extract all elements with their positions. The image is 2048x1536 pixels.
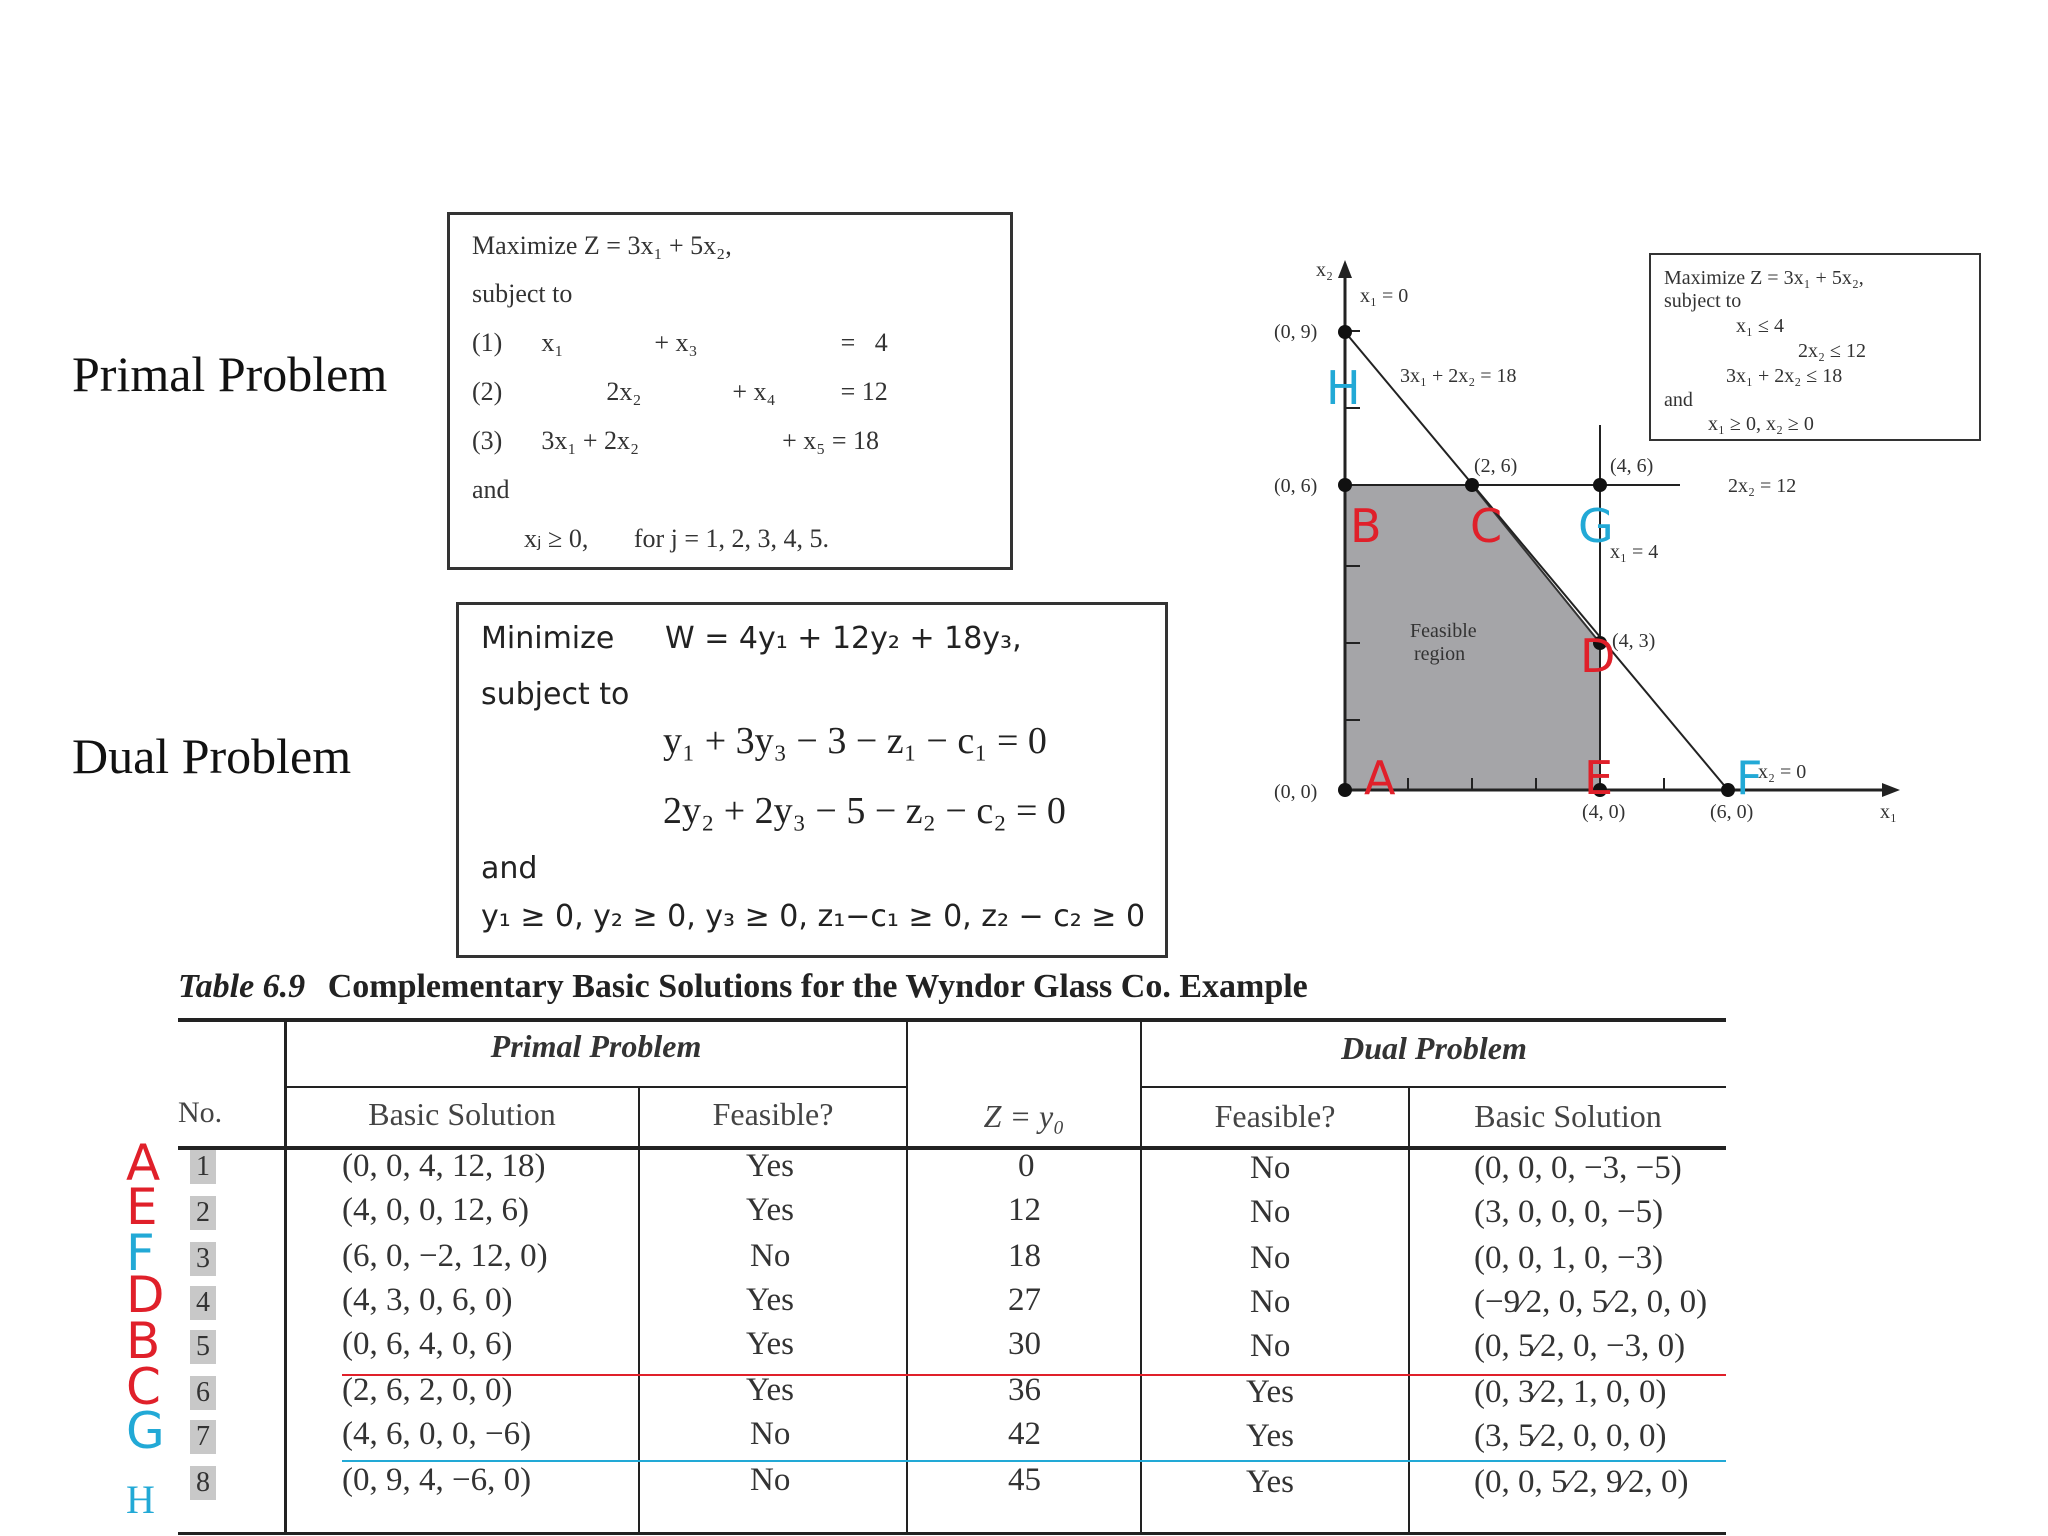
point-label: (0, 6) — [1274, 475, 1318, 497]
cell-primal-basic: (4, 3, 0, 6, 0) — [342, 1282, 513, 1318]
label-x2-zero: x₂ = 0 — [1758, 761, 1807, 783]
table-top-rule — [178, 1018, 1726, 1022]
cell-z: 0 — [1018, 1148, 1035, 1184]
label-c3: 3x₁ + 2x₂ = 18 — [1400, 365, 1517, 387]
cell-primal-feasible: Yes — [746, 1372, 795, 1408]
y-axis-arrow — [1338, 260, 1352, 278]
x-axis-arrow — [1882, 783, 1900, 797]
point-label: (4, 0) — [1582, 801, 1626, 823]
cell-z: 12 — [1008, 1192, 1041, 1228]
label-c1: x₁ = 4 — [1610, 541, 1659, 563]
primal-formulation-box — [447, 212, 1013, 570]
col-divider — [638, 1086, 640, 1534]
cell-dual-feasible: Yes — [1246, 1374, 1295, 1410]
cell-primal-basic: (6, 0, −2, 12, 0) — [342, 1238, 548, 1274]
primal-line: subject to — [472, 279, 573, 308]
row-letter: C — [126, 1358, 161, 1416]
dual-group-rule — [1142, 1086, 1726, 1088]
cell-primal-basic: (4, 0, 0, 12, 6) — [342, 1192, 529, 1228]
cell-primal-basic: (0, 9, 4, −6, 0) — [342, 1462, 532, 1498]
inset-line: x₁ ≥ 0, x₂ ≥ 0 — [1708, 413, 1814, 435]
table-caption: Complementary Basic Solutions for the Wyndor Glass Co. Example — [327, 968, 1308, 1005]
inset-line: x₁ ≤ 4 — [1736, 315, 1784, 337]
point-label: (6, 0) — [1710, 801, 1754, 823]
primal-line: (3) 3x₁ + 2x₂ + x₅ = 18 — [472, 426, 879, 455]
cell-dual-feasible: No — [1250, 1150, 1291, 1186]
corner-letter-g: G — [1578, 499, 1614, 553]
row-letter: H — [126, 1477, 155, 1522]
point-label: (2, 6) — [1474, 455, 1518, 477]
table-title — [178, 968, 1308, 1006]
dual-nonnegativity: y₁ ≥ 0, y₂ ≥ 0, y₃ ≥ 0, z₁−c₁ ≥ 0, z₂ − c₂ ≥ 0 — [481, 899, 1146, 934]
label-c2: 2x₂ = 12 — [1728, 475, 1797, 497]
row-letter: E — [126, 1178, 158, 1236]
primal-problem-label: Primal Problem — [72, 346, 388, 402]
cell-dual-feasible: No — [1250, 1328, 1291, 1364]
cell-dual-feasible: No — [1250, 1284, 1291, 1320]
feasible-region-graph — [1250, 240, 2010, 840]
row-letter: A — [126, 1134, 161, 1192]
cell-dual-basic: (0, 0, 5⁄2, 9⁄2, 0) — [1474, 1464, 1689, 1500]
cell-primal-feasible: No — [750, 1238, 791, 1274]
row-number: 4 — [190, 1286, 216, 1320]
row-number: 7 — [190, 1420, 216, 1454]
cell-primal-feasible: Yes — [746, 1192, 795, 1228]
inset-line: subject to — [1664, 290, 1742, 312]
dual-and: and — [481, 851, 538, 886]
cell-dual-basic: (0, 5⁄2, 0, −3, 0) — [1474, 1328, 1686, 1364]
point-label: (4, 3) — [1612, 630, 1656, 652]
point-label: (0, 9) — [1274, 321, 1318, 343]
table-bottom-rule — [178, 1532, 1726, 1535]
col-header-primal-basic: Basic Solution — [368, 1096, 556, 1132]
dual-problem-label: Dual Problem — [72, 728, 352, 784]
cell-dual-basic: (3, 5⁄2, 0, 0, 0) — [1474, 1418, 1667, 1454]
cell-primal-basic: (4, 6, 0, 0, −6) — [342, 1416, 532, 1452]
cell-dual-basic: (−9⁄2, 0, 5⁄2, 0, 0) — [1474, 1284, 1708, 1320]
dual-objective: W = 4y₁ + 12y₂ + 18y₃, — [665, 621, 1022, 656]
cell-dual-basic: (0, 3⁄2, 1, 0, 0) — [1474, 1374, 1667, 1410]
cell-primal-basic: (2, 6, 2, 0, 0) — [342, 1372, 513, 1408]
inset-line: and — [1664, 389, 1693, 411]
dual-constraint-2: 2y₂ + 2y₃ − 5 − z₂ − c₂ = 0 — [663, 790, 1066, 832]
cell-dual-feasible: No — [1250, 1240, 1291, 1276]
corner-letter-e: E — [1584, 751, 1614, 805]
cell-dual-basic: (0, 0, 1, 0, −3) — [1474, 1240, 1664, 1276]
dual-subject-to: subject to — [481, 677, 630, 712]
region-label: region — [1414, 643, 1466, 665]
cell-z: 30 — [1008, 1326, 1041, 1362]
cell-dual-feasible: Yes — [1246, 1464, 1295, 1500]
row-number: 8 — [190, 1466, 216, 1500]
row-number: 5 — [190, 1330, 216, 1364]
corner-letter-c: C — [1470, 499, 1503, 553]
row-letter: B — [126, 1312, 161, 1370]
cell-dual-basic: (0, 0, 0, −3, −5) — [1474, 1150, 1682, 1186]
corner-letter-h: H — [1326, 361, 1361, 415]
cell-primal-basic: (0, 0, 4, 12, 18) — [342, 1148, 546, 1184]
col-divider — [1408, 1086, 1410, 1534]
col-header-no: No. — [178, 1096, 223, 1129]
row-letter: G — [126, 1402, 165, 1460]
point-label: (0, 0) — [1274, 781, 1318, 803]
primal-group-rule — [286, 1086, 908, 1088]
primal-line: and — [472, 475, 510, 504]
col-header-z: Z = y₀ — [983, 1098, 1065, 1134]
primal-line: xⱼ ≥ 0, for j = 1, 2, 3, 4, 5. — [472, 524, 830, 553]
dual-minimize-label: Minimize — [481, 621, 615, 656]
primal-line: (2) 2x₂ + x₄ = 12 — [472, 377, 888, 406]
row-letter: D — [126, 1266, 165, 1324]
cell-primal-feasible: Yes — [746, 1148, 795, 1184]
cell-z: 18 — [1008, 1238, 1041, 1274]
corner-letter-d: D — [1580, 629, 1616, 683]
cell-primal-feasible: No — [750, 1462, 791, 1498]
inset-line: Maximize Z = 3x₁ + 5x₂, — [1664, 267, 1864, 289]
cell-primal-basic: (0, 6, 4, 0, 6) — [342, 1326, 513, 1362]
group-header-primal: Primal Problem — [490, 1028, 702, 1064]
cell-primal-feasible: Yes — [746, 1282, 795, 1318]
row-number: 6 — [190, 1376, 216, 1410]
cell-primal-feasible: Yes — [746, 1326, 795, 1362]
primal-line: (1) x₁ + x₃ = 4 — [472, 328, 888, 357]
y-axis-label: x₂ — [1316, 259, 1333, 281]
col-header-primal-feasible: Feasible? — [712, 1096, 834, 1132]
region-label: Feasible — [1410, 620, 1477, 642]
col-header-dual-basic: Basic Solution — [1474, 1098, 1662, 1134]
cell-z: 42 — [1008, 1416, 1041, 1452]
label-x1-zero: x₁ = 0 — [1360, 285, 1409, 307]
col-header-dual-feasible: Feasible? — [1214, 1098, 1336, 1134]
corner-letter-b: B — [1350, 499, 1382, 553]
row-number: 3 — [190, 1242, 216, 1276]
cell-z: 45 — [1008, 1462, 1041, 1498]
row-number: 2 — [190, 1196, 216, 1230]
cell-dual-basic: (3, 0, 0, 0, −5) — [1474, 1194, 1664, 1230]
corner-letter-a: A — [1364, 751, 1396, 805]
corner-letter-f: F — [1736, 751, 1763, 805]
inset-line: 3x₁ + 2x₂ ≤ 18 — [1726, 365, 1843, 387]
table-number: Table 6.9 — [178, 968, 306, 1005]
group-header-dual: Dual Problem — [1341, 1030, 1527, 1066]
cell-primal-feasible: No — [750, 1416, 791, 1452]
point-label: (4, 6) — [1610, 455, 1654, 477]
inset-line: 2x₂ ≤ 12 — [1798, 340, 1866, 362]
cell-dual-feasible: Yes — [1246, 1418, 1295, 1454]
dual-formulation-box — [456, 602, 1168, 958]
x-axis-label: x₁ — [1880, 801, 1897, 823]
row-number: 1 — [190, 1150, 216, 1184]
cell-z: 36 — [1008, 1372, 1041, 1408]
cell-z: 27 — [1008, 1282, 1041, 1318]
primal-line: Maximize Z = 3x₁ + 5x₂, — [472, 231, 732, 260]
row-letter: F — [126, 1224, 155, 1282]
dual-constraint-1: y₁ + 3y₃ − 3 − z₁ − c₁ = 0 — [663, 720, 1047, 762]
cell-dual-feasible: No — [1250, 1194, 1291, 1230]
